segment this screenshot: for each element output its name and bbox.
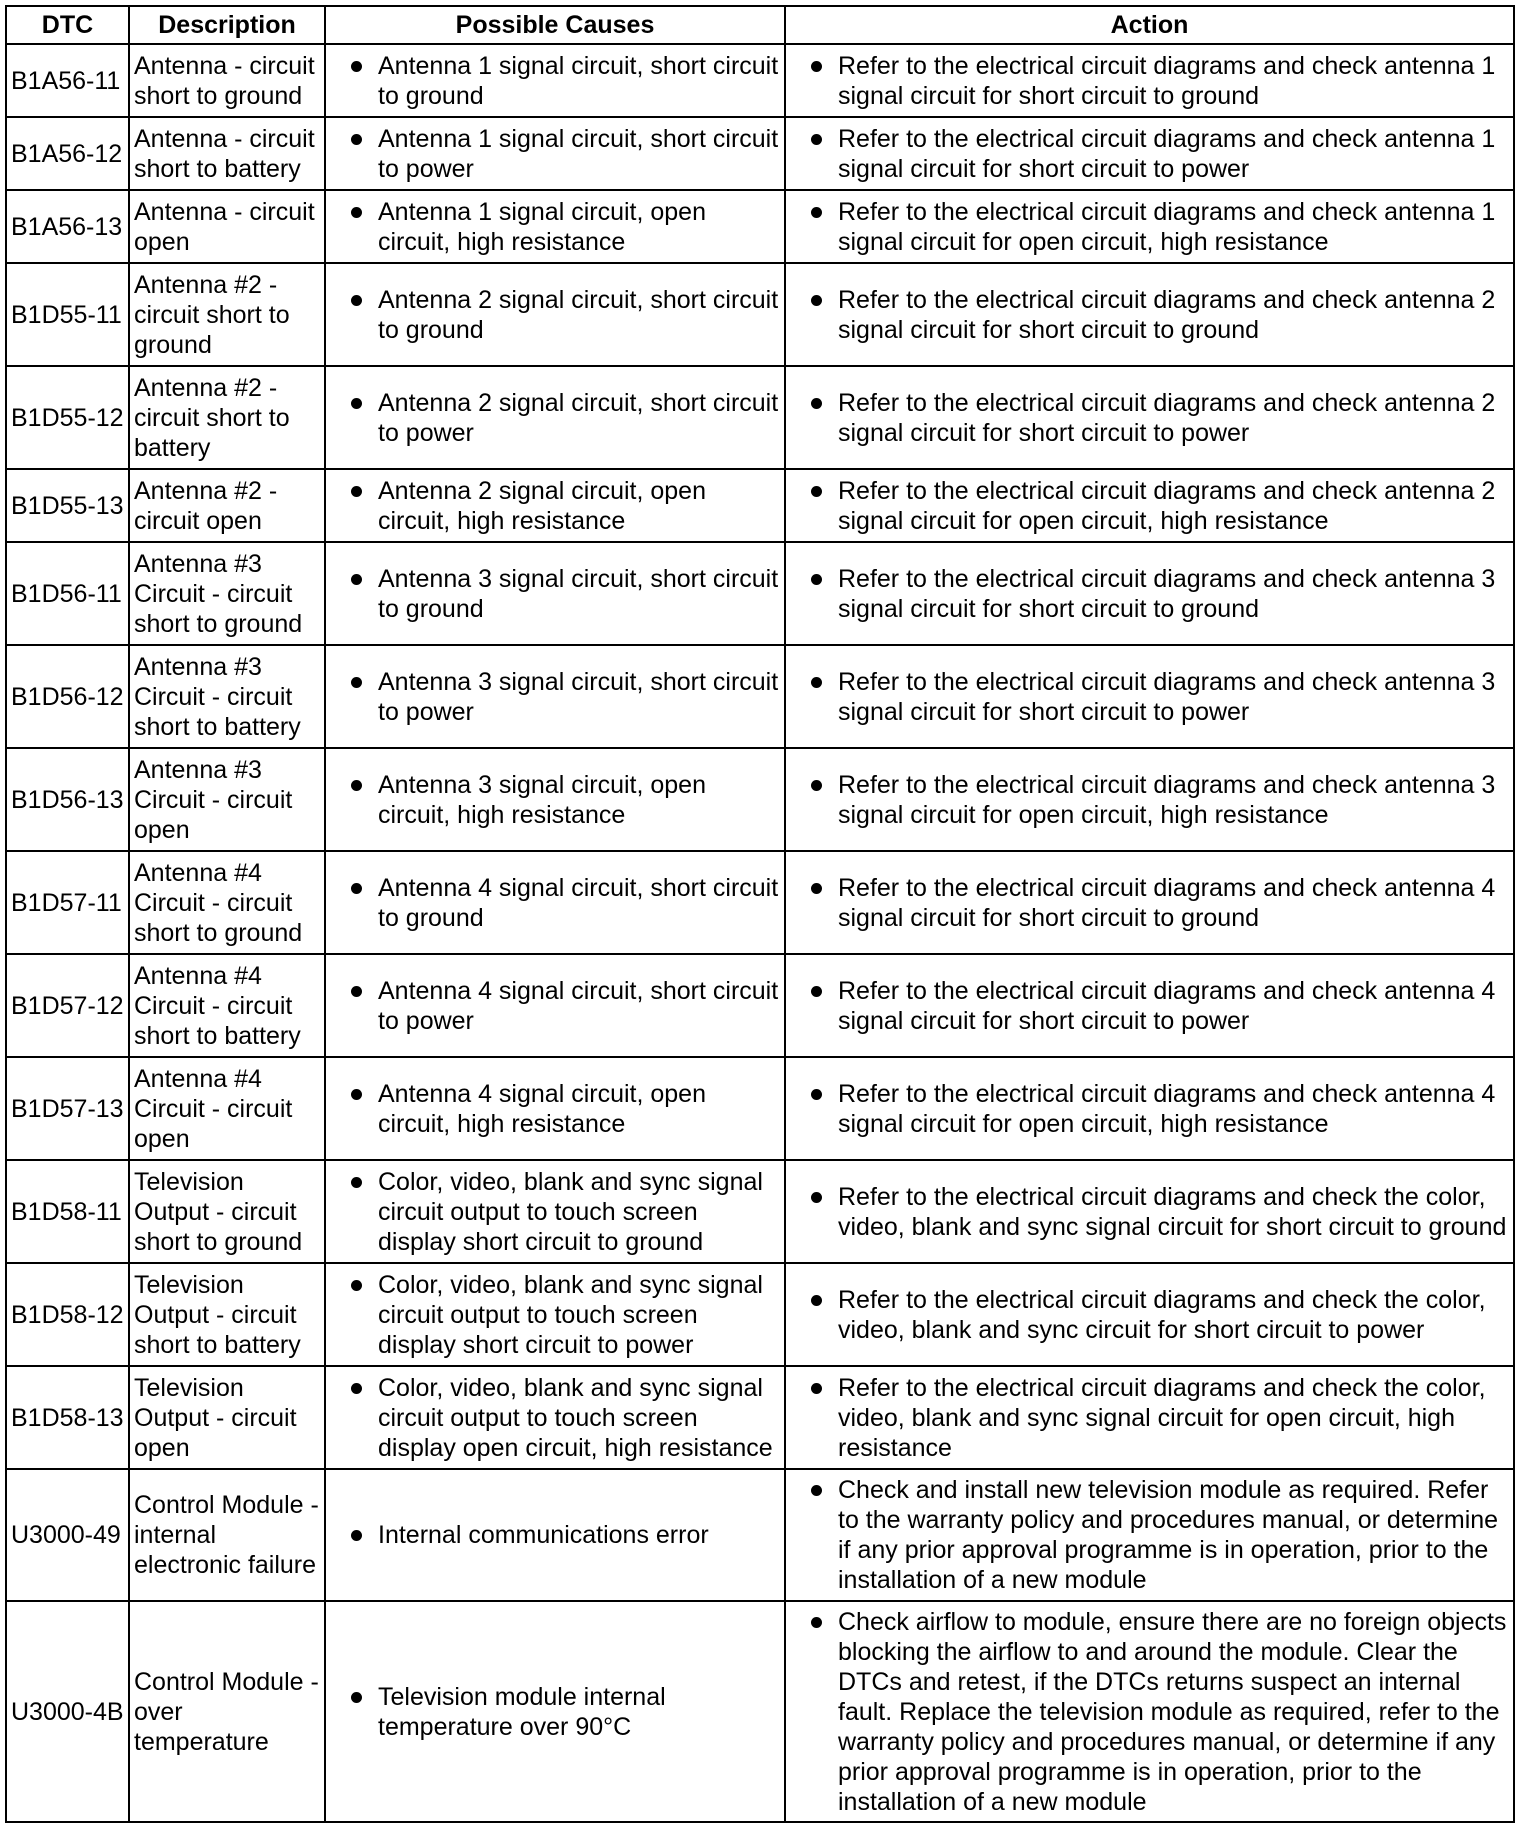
table-row [6, 366, 1514, 469]
dtc-description: Antenna #3 Circuit - circuit short to battery [129, 645, 325, 748]
dtc-description: Television Output - circuit open [129, 1366, 325, 1469]
action-cell [785, 954, 1514, 1057]
header-row [6, 6, 1514, 44]
dtc-code: U3000-4B [6, 1601, 129, 1822]
action-cell [785, 117, 1514, 190]
dtc-description: Antenna #3 Circuit - circuit short to ground [129, 542, 325, 645]
header-action: Action [785, 6, 1514, 44]
action-cell [785, 645, 1514, 748]
action-text: Refer to the electrical circuit diagrams and check antenna 3 signal circuit for short circuit to ground [790, 564, 1509, 624]
dtc-description: Antenna #2 - circuit open [129, 469, 325, 542]
dtc-code: B1D57-11 [6, 851, 129, 954]
possible-cause: Antenna 2 signal circuit, open circuit, high resistance [330, 476, 780, 536]
dtc-code: B1D58-13 [6, 1366, 129, 1469]
possible-cause: Antenna 4 signal circuit, short circuit to power [330, 976, 780, 1036]
possible-cause-cell [325, 1601, 785, 1822]
table-row [6, 1601, 1514, 1822]
table-header [6, 6, 1514, 44]
table-row [6, 469, 1514, 542]
dtc-description: Antenna #4 Circuit - circuit short to battery [129, 954, 325, 1057]
dtc-description: Antenna #4 Circuit - circuit short to ground [129, 851, 325, 954]
possible-cause: Television module internal temperature over 90°C [330, 1682, 780, 1742]
dtc-table [5, 5, 1515, 1823]
possible-cause-cell [325, 117, 785, 190]
table-row [6, 190, 1514, 263]
dtc-code: B1A56-13 [6, 190, 129, 263]
action-text: Refer to the electrical circuit diagrams and check antenna 2 signal circuit for open circuit, high resistance [790, 476, 1509, 536]
possible-cause-cell [325, 263, 785, 366]
possible-cause: Internal communications error [330, 1520, 780, 1550]
header-description: Description [129, 6, 325, 44]
table-row [6, 1366, 1514, 1469]
table-row [6, 117, 1514, 190]
action-text: Refer to the electrical circuit diagrams and check the color, video, blank and sync circuit for short circuit to power [790, 1285, 1509, 1345]
dtc-code: B1A56-12 [6, 117, 129, 190]
dtc-code: U3000-49 [6, 1469, 129, 1601]
action-text: Refer to the electrical circuit diagrams and check antenna 2 signal circuit for short circuit to ground [790, 285, 1509, 345]
possible-cause: Antenna 1 signal circuit, short circuit to ground [330, 51, 780, 111]
action-text: Refer to the electrical circuit diagrams and check antenna 4 signal circuit for short circuit to ground [790, 873, 1509, 933]
possible-cause-cell [325, 1263, 785, 1366]
possible-cause-cell [325, 1160, 785, 1263]
action-text: Refer to the electrical circuit diagrams and check antenna 4 signal circuit for short circuit to power [790, 976, 1509, 1036]
header-possible-causes: Possible Causes [325, 6, 785, 44]
dtc-description: Antenna #2 - circuit short to ground [129, 263, 325, 366]
dtc-description: Antenna #4 Circuit - circuit open [129, 1057, 325, 1160]
dtc-description: Television Output - circuit short to battery [129, 1263, 325, 1366]
dtc-code: B1D56-13 [6, 748, 129, 851]
action-text: Refer to the electrical circuit diagrams and check the color, video, blank and sync signal circuit for short circuit to ground [790, 1182, 1509, 1242]
possible-cause-cell [325, 1469, 785, 1601]
table-row [6, 645, 1514, 748]
action-cell [785, 190, 1514, 263]
action-cell [785, 1160, 1514, 1263]
table-row [6, 954, 1514, 1057]
possible-cause-cell [325, 469, 785, 542]
dtc-description: Television Output - circuit short to ground [129, 1160, 325, 1263]
table-row [6, 748, 1514, 851]
possible-cause-cell [325, 366, 785, 469]
table-row [6, 1469, 1514, 1601]
action-cell [785, 44, 1514, 117]
dtc-code: B1D56-12 [6, 645, 129, 748]
dtc-description: Antenna #2 - circuit short to battery [129, 366, 325, 469]
action-text: Refer to the electrical circuit diagrams and check antenna 4 signal circuit for open circuit, high resistance [790, 1079, 1509, 1139]
possible-cause-cell [325, 1057, 785, 1160]
possible-cause: Color, video, blank and sync signal circuit output to touch screen display short circuit to ground [330, 1167, 780, 1257]
action-text: Check and install new television module as required. Refer to the warranty policy and procedures manual, or determine if any prior approval programme is in operation, prior to the installation of a new module [790, 1475, 1509, 1595]
action-text: Refer to the electrical circuit diagrams and check antenna 2 signal circuit for short circuit to power [790, 388, 1509, 448]
action-cell [785, 1366, 1514, 1469]
possible-cause: Antenna 1 signal circuit, short circuit to power [330, 124, 780, 184]
table-row [6, 851, 1514, 954]
possible-cause: Antenna 1 signal circuit, open circuit, high resistance [330, 197, 780, 257]
dtc-code: B1D55-12 [6, 366, 129, 469]
table-row [6, 1263, 1514, 1366]
dtc-code: B1D58-11 [6, 1160, 129, 1263]
action-cell [785, 1057, 1514, 1160]
table-row [6, 1160, 1514, 1263]
possible-cause-cell [325, 645, 785, 748]
possible-cause: Antenna 4 signal circuit, short circuit to ground [330, 873, 780, 933]
possible-cause: Antenna 3 signal circuit, short circuit to power [330, 667, 780, 727]
action-cell [785, 263, 1514, 366]
action-text: Refer to the electrical circuit diagrams and check the color, video, blank and sync signal circuit for open circuit, high resistance [790, 1373, 1509, 1463]
action-cell [785, 1469, 1514, 1601]
header-dtc: DTC [6, 6, 129, 44]
action-cell [785, 542, 1514, 645]
action-text: Refer to the electrical circuit diagrams and check antenna 1 signal circuit for short circuit to power [790, 124, 1509, 184]
table-body [6, 44, 1514, 1822]
possible-cause-cell [325, 542, 785, 645]
dtc-code: B1D58-12 [6, 1263, 129, 1366]
possible-cause: Color, video, blank and sync signal circuit output to touch screen display short circuit to power [330, 1270, 780, 1360]
table-row [6, 1057, 1514, 1160]
dtc-description: Antenna - circuit open [129, 190, 325, 263]
possible-cause-cell [325, 44, 785, 117]
table-row [6, 542, 1514, 645]
action-cell [785, 748, 1514, 851]
dtc-code: B1A56-11 [6, 44, 129, 117]
possible-cause: Antenna 3 signal circuit, short circuit to ground [330, 564, 780, 624]
dtc-description: Antenna - circuit short to battery [129, 117, 325, 190]
action-text: Refer to the electrical circuit diagrams and check antenna 3 signal circuit for open circuit, high resistance [790, 770, 1509, 830]
dtc-description: Antenna - circuit short to ground [129, 44, 325, 117]
possible-cause: Antenna 3 signal circuit, open circuit, high resistance [330, 770, 780, 830]
dtc-code: B1D57-13 [6, 1057, 129, 1160]
dtc-code: B1D56-11 [6, 542, 129, 645]
dtc-code: B1D55-11 [6, 263, 129, 366]
action-text: Refer to the electrical circuit diagrams and check antenna 1 signal circuit for short circuit to ground [790, 51, 1509, 111]
dtc-description: Control Module - over temperature [129, 1601, 325, 1822]
action-text: Check airflow to module, ensure there are no foreign objects blocking the airflow to and around the module. Clear the DTCs and retest, if the DTCs returns suspect an internal fault. Replace the television module as required, refer to the warranty policy and procedures manual, or determine if any prior approval programme is in operation, prior to the installation of a new module [790, 1607, 1509, 1817]
possible-cause-cell [325, 954, 785, 1057]
possible-cause-cell [325, 851, 785, 954]
action-text: Refer to the electrical circuit diagrams and check antenna 1 signal circuit for open circuit, high resistance [790, 197, 1509, 257]
dtc-code: B1D55-13 [6, 469, 129, 542]
dtc-code: B1D57-12 [6, 954, 129, 1057]
action-cell [785, 366, 1514, 469]
possible-cause: Antenna 2 signal circuit, short circuit to power [330, 388, 780, 448]
dtc-description: Control Module - internal electronic failure [129, 1469, 325, 1601]
action-cell [785, 851, 1514, 954]
action-cell [785, 1601, 1514, 1822]
possible-cause-cell [325, 1366, 785, 1469]
possible-cause-cell [325, 748, 785, 851]
action-text: Refer to the electrical circuit diagrams and check antenna 3 signal circuit for short circuit to power [790, 667, 1509, 727]
possible-cause: Color, video, blank and sync signal circuit output to touch screen display open circuit, high resistance [330, 1373, 780, 1463]
dtc-description: Antenna #3 Circuit - circuit open [129, 748, 325, 851]
possible-cause: Antenna 2 signal circuit, short circuit to ground [330, 285, 780, 345]
action-cell [785, 469, 1514, 542]
possible-cause-cell [325, 190, 785, 263]
possible-cause: Antenna 4 signal circuit, open circuit, high resistance [330, 1079, 780, 1139]
action-cell [785, 1263, 1514, 1366]
table-row [6, 44, 1514, 117]
table-row [6, 263, 1514, 366]
